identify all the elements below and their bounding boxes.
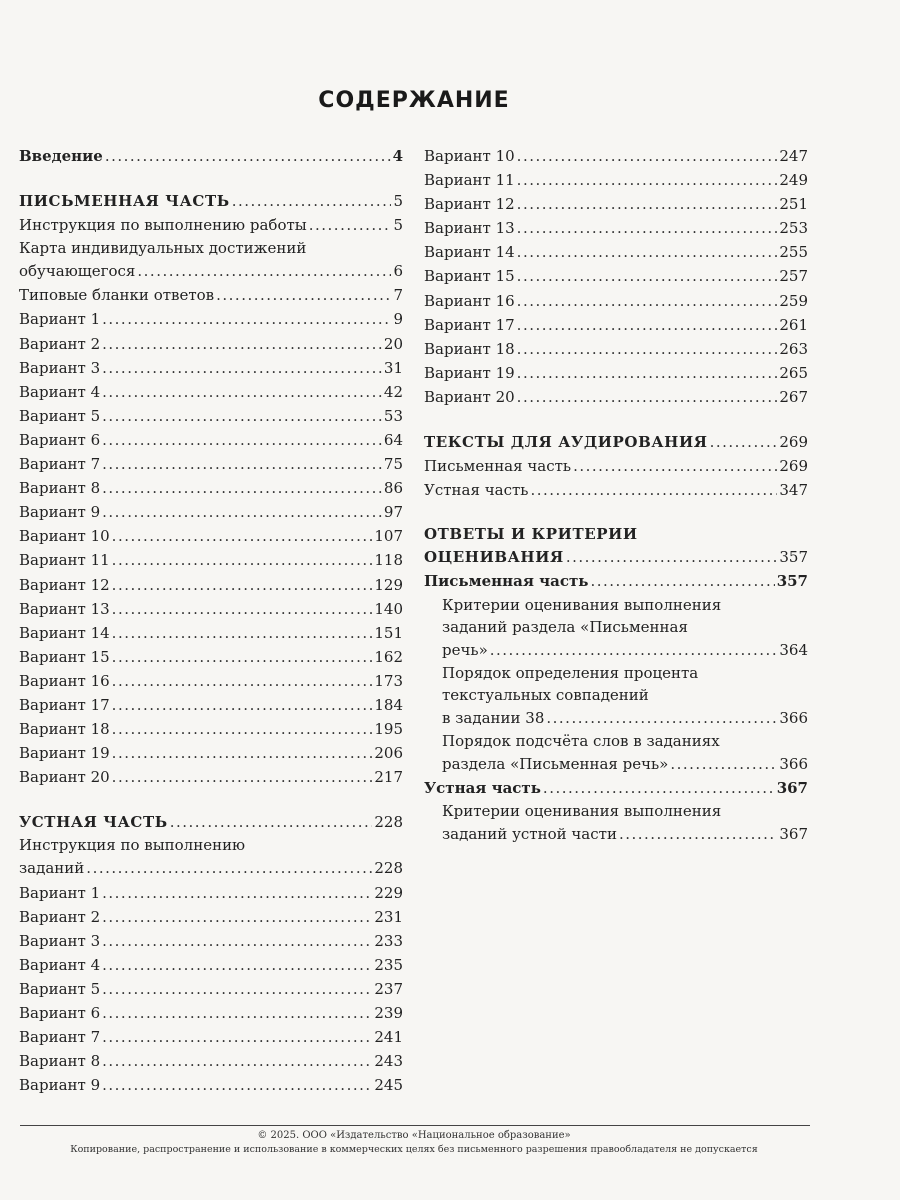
leader-dots — [112, 548, 373, 572]
leader-dots — [102, 428, 382, 452]
toc-entry-variant[interactable] — [19, 524, 403, 548]
toc-page-number: 7 — [393, 286, 403, 305]
toc-page-number: 195 — [374, 720, 403, 739]
toc-entry-label: Вариант 3 — [19, 358, 101, 377]
toc-entry-variant[interactable] — [19, 332, 403, 356]
spacer — [424, 502, 808, 523]
toc-page-number: 53 — [383, 406, 403, 425]
leader-dots — [102, 881, 372, 905]
toc-page-number: 64 — [383, 430, 403, 449]
toc-entry-variant[interactable] — [19, 881, 403, 905]
leader-dots — [543, 776, 775, 800]
toc-entry-label: Инструкция по выполнению работы — [19, 216, 307, 235]
toc-entry-label-line3: в задании 38 — [442, 708, 545, 727]
leader-dots — [216, 283, 391, 307]
leader-dots — [517, 192, 778, 216]
toc-entry-variant[interactable] — [19, 693, 403, 717]
toc-entry-label: Вариант 6 — [19, 430, 101, 449]
toc-entry-label-line2: заданий раздела «Письменная — [442, 617, 688, 636]
toc-entry-variant[interactable] — [19, 1025, 403, 1049]
toc-entry-variant[interactable] — [424, 361, 808, 385]
toc-entry-label: Вариант 15 — [424, 267, 515, 286]
toc-page-number: 247 — [779, 147, 808, 165]
leader-dots — [590, 569, 774, 593]
toc-entry-variant[interactable] — [19, 404, 403, 428]
toc-entry-label: Вариант 9 — [19, 503, 101, 522]
toc-page-number: 6 — [393, 262, 403, 281]
toc-page-number: 31 — [383, 358, 403, 377]
toc-entry-label-line1: Критерии оценивания выполнения — [442, 595, 722, 614]
leader-dots — [517, 264, 778, 288]
toc-entry-variant[interactable] — [19, 1073, 403, 1097]
toc-entry-label: Вариант 15 — [19, 647, 110, 666]
toc-entry-written-instruction[interactable] — [19, 213, 403, 237]
toc-entry-variant[interactable] — [424, 337, 808, 361]
toc-entry-label: Вариант 8 — [19, 1052, 101, 1071]
toc-page-number: 184 — [374, 695, 403, 714]
leader-dots — [517, 361, 778, 385]
leader-dots — [517, 313, 778, 337]
toc-section-label-line2: ОЦЕНИВАНИЯ — [424, 548, 564, 567]
toc-page-number: 107 — [374, 527, 403, 546]
toc-entry-variant[interactable] — [19, 573, 403, 597]
leader-dots — [517, 385, 778, 409]
toc-entry-label: Вариант 12 — [19, 575, 110, 594]
toc-page-number: 231 — [374, 907, 403, 926]
leader-dots — [112, 669, 373, 693]
toc-entry-matching-percent[interactable] — [424, 662, 808, 730]
toc-entry-label: Устная часть — [424, 481, 529, 500]
toc-entry-label: Вариант 10 — [19, 527, 110, 546]
leader-dots — [670, 752, 777, 776]
leader-dots — [112, 573, 373, 597]
toc-entry-label: Вариант 19 — [19, 744, 110, 763]
toc-entry-word-count[interactable] — [424, 730, 808, 776]
toc-entry-label-line2: обучающегося — [19, 262, 136, 281]
leader-dots — [86, 856, 372, 880]
toc-entry-label: Вариант 14 — [424, 243, 515, 262]
toc-entry-label: Вариант 1 — [19, 310, 101, 329]
toc-entry-label-line1: Порядок подсчёта слов в заданиях — [442, 731, 720, 750]
toc-page-number: 251 — [779, 195, 808, 214]
toc-page-number: 162 — [374, 647, 403, 666]
toc-page-number: 253 — [779, 219, 808, 238]
toc-entry-variant[interactable] — [424, 192, 808, 216]
leader-dots — [102, 977, 372, 1001]
toc-entry-variant[interactable] — [19, 1001, 403, 1025]
toc-page-number: 129 — [374, 575, 403, 594]
toc-entry-label: Вариант 17 — [19, 695, 110, 714]
toc-page-number: 237 — [374, 979, 403, 998]
toc-oral-variants-left — [19, 881, 403, 1098]
footer-copyright: © 2025. ООО «Издательство «Национальное образование» — [257, 1130, 571, 1141]
toc-page-number: 257 — [779, 267, 808, 286]
leader-dots — [517, 337, 778, 361]
leader-dots — [112, 597, 373, 621]
toc-page-number: 249 — [779, 171, 808, 190]
toc-entry-answer-forms[interactable] — [19, 283, 403, 307]
toc-entry-label: Типовые бланки ответов — [19, 286, 215, 305]
toc-entry-variant[interactable] — [19, 548, 403, 572]
toc-page-number: 263 — [779, 339, 808, 358]
toc-page-number: 241 — [374, 1028, 403, 1047]
footer-notice: Копирование, распространение и использование в коммерческих целях без письменного разрешения правообладателя не допускается — [70, 1144, 758, 1155]
toc-page-number: 228 — [374, 813, 403, 832]
toc-entry-variant[interactable] — [424, 385, 808, 409]
toc-entry-label: Вариант 3 — [19, 931, 101, 950]
toc-entry-variant[interactable] — [424, 240, 808, 264]
toc-entry-variant[interactable] — [19, 929, 403, 953]
toc-entry-label-line1: Критерии оценивания выполнения — [442, 801, 722, 820]
toc-entry-variant[interactable] — [19, 356, 403, 380]
leader-dots — [573, 454, 777, 478]
toc-entry-variant[interactable] — [19, 597, 403, 621]
toc-entry-label-line1: Карта индивидуальных достижений — [19, 239, 307, 258]
toc-entry-label: Письменная часть — [424, 572, 589, 591]
leader-dots — [170, 810, 373, 834]
toc-entry-label: Письменная часть — [424, 457, 572, 476]
toc-entry-label: Устная часть — [424, 778, 541, 797]
toc-entry-last-line — [424, 638, 808, 662]
toc-entry-label: Вариант 4 — [19, 382, 101, 401]
leader-dots — [517, 216, 778, 240]
toc-entry-label: Введение — [19, 147, 103, 165]
toc-page-number: 151 — [374, 623, 403, 642]
toc-page-number: 20 — [383, 334, 403, 353]
page-title: СОДЕРЖАНИЕ — [318, 88, 510, 113]
leader-dots — [112, 765, 373, 789]
toc-entry-variant[interactable] — [424, 216, 808, 240]
toc-page-number: 42 — [383, 382, 403, 401]
toc-entry-label: Вариант 4 — [19, 955, 101, 974]
toc-page-number: 9 — [393, 310, 403, 329]
toc-entry-label-line2: текстуальных совпадений — [442, 685, 649, 704]
toc-page-number: 173 — [374, 671, 403, 690]
toc-written-variants — [19, 307, 403, 789]
toc-entry-label: Вариант 2 — [19, 334, 101, 353]
toc-right-column — [424, 144, 808, 846]
toc-entry-achievement-card[interactable] — [19, 237, 403, 283]
toc-entry-variant[interactable] — [19, 500, 403, 524]
leader-dots — [102, 332, 382, 356]
toc-page-number: 235 — [374, 955, 403, 974]
leader-dots — [102, 356, 382, 380]
toc-entry-label-line3: речь» — [442, 640, 488, 659]
toc-section-label: ПИСЬМЕННАЯ ЧАСТЬ — [19, 192, 230, 211]
toc-page-number: 347 — [779, 481, 808, 500]
leader-dots — [102, 500, 382, 524]
toc-entry-answers-written[interactable] — [424, 569, 808, 593]
toc-page-number: 364 — [779, 640, 808, 659]
toc-entry-label: Вариант 13 — [424, 219, 515, 238]
toc-entry-label: Вариант 18 — [19, 720, 110, 739]
toc-entry-label: Вариант 20 — [19, 768, 110, 787]
toc-entry-variant[interactable] — [19, 307, 403, 331]
toc-entry-variant[interactable] — [424, 264, 808, 288]
leader-dots — [232, 189, 392, 213]
toc-page-number: 228 — [374, 859, 403, 878]
toc-entry-variant[interactable] — [424, 289, 808, 313]
toc-entry-criteria-written[interactable] — [424, 594, 808, 662]
toc-entry-variant[interactable] — [19, 621, 403, 645]
leader-dots — [112, 645, 373, 669]
toc-entry-criteria-oral[interactable] — [424, 800, 808, 846]
toc-page-number: 118 — [374, 551, 403, 570]
leader-dots — [102, 953, 372, 977]
toc-entry-listening-oral[interactable] — [424, 478, 808, 502]
toc-page-number: 5 — [393, 192, 403, 211]
toc-section-last-line — [424, 545, 808, 569]
toc-page-number: 140 — [374, 599, 403, 618]
toc-left-column — [19, 144, 403, 1097]
toc-section-oral[interactable] — [19, 810, 403, 834]
leader-dots — [102, 1025, 372, 1049]
toc-entry-label-line2: заданий устной части — [442, 824, 617, 843]
toc-section-label-line1: ОТВЕТЫ И КРИТЕРИИ — [424, 525, 638, 544]
toc-entry-variant[interactable] — [19, 765, 403, 789]
leader-dots — [566, 545, 778, 569]
leader-dots — [102, 452, 382, 476]
toc-entry-label: Вариант 10 — [424, 147, 515, 165]
leader-dots — [530, 478, 777, 502]
toc-entry-label-line1: Инструкция по выполнению — [19, 836, 246, 855]
toc-page-number: 366 — [779, 708, 808, 727]
leader-dots — [102, 1049, 372, 1073]
toc-entry-label: Вариант 5 — [19, 406, 101, 425]
toc-entry-variant[interactable] — [424, 144, 808, 168]
leader-dots — [112, 524, 373, 548]
toc-entry-label: Вариант 7 — [19, 455, 101, 474]
toc-entry-last-line — [19, 259, 403, 283]
toc-page-number: 239 — [374, 1004, 403, 1022]
toc-entry-label: Вариант 18 — [424, 339, 515, 358]
toc-page-number: 229 — [374, 883, 403, 902]
toc-entry-label-line2: раздела «Письменная речь» — [442, 754, 669, 773]
spacer — [424, 409, 808, 430]
spacer — [19, 168, 403, 189]
leader-dots — [112, 621, 373, 645]
toc-entry-label: Вариант 2 — [19, 907, 101, 926]
toc-page-number: 261 — [779, 315, 808, 334]
toc-oral-variants-right — [424, 144, 808, 409]
toc-entry-label-line1: Порядок определения процента — [442, 663, 699, 682]
toc-page-number: 259 — [779, 291, 808, 310]
leader-dots — [102, 476, 382, 500]
toc-entry-label-line2: заданий — [19, 859, 85, 878]
leader-dots — [517, 168, 778, 192]
toc-entry-last-line — [424, 822, 808, 846]
toc-entry-label: Вариант 5 — [19, 979, 101, 998]
toc-entry-oral-instruction[interactable] — [19, 834, 403, 880]
toc-page-number: 206 — [374, 744, 403, 763]
toc-entry-label: Вариант 20 — [424, 387, 515, 406]
toc-entry-variant[interactable] — [19, 669, 403, 693]
toc-entry-variant[interactable] — [19, 741, 403, 765]
toc-entry-variant[interactable] — [424, 313, 808, 337]
toc-page-number: 86 — [383, 479, 403, 498]
toc-entry-variant[interactable] — [19, 452, 403, 476]
toc-section-written[interactable] — [19, 189, 403, 213]
toc-page-number: 367 — [779, 824, 808, 843]
leader-dots — [102, 380, 382, 404]
toc-page-number: 357 — [779, 548, 808, 567]
toc-entry-variant[interactable] — [19, 717, 403, 741]
leader-dots — [102, 1001, 372, 1025]
toc-entry-label: Вариант 1 — [19, 883, 101, 902]
toc-page-number: 366 — [779, 754, 808, 773]
leader-dots — [105, 144, 391, 168]
toc-entry-last-line — [424, 752, 808, 776]
toc-entry-label: Вариант 7 — [19, 1028, 101, 1047]
toc-entry-label: Вариант 8 — [19, 479, 101, 498]
leader-dots — [517, 289, 778, 313]
leader-dots — [102, 1073, 372, 1097]
leader-dots — [102, 404, 382, 428]
toc-entry-listening-written[interactable] — [424, 454, 808, 478]
toc-entry-label: Вариант 16 — [19, 671, 110, 690]
leader-dots — [490, 638, 778, 662]
toc-page-number: 269 — [779, 433, 808, 452]
toc-entry-variant[interactable] — [19, 905, 403, 929]
toc-page-number: 357 — [776, 572, 808, 591]
leader-dots — [710, 430, 778, 454]
toc-entry-last-line — [19, 856, 403, 880]
toc-entry-variant[interactable] — [19, 476, 403, 500]
toc-entry-label: Вариант 9 — [19, 1076, 101, 1095]
leader-dots — [619, 822, 777, 846]
toc-entry-variant[interactable] — [19, 645, 403, 669]
toc-entry-variant[interactable] — [19, 428, 403, 452]
toc-entry-label: Вариант 6 — [19, 1004, 101, 1022]
toc-page-number: 267 — [779, 387, 808, 406]
toc-entry-last-line — [424, 706, 808, 730]
toc-entry-label: Вариант 11 — [424, 171, 515, 190]
toc-entry-variant[interactable] — [19, 1049, 403, 1073]
toc-entry-label: Вариант 13 — [19, 599, 110, 618]
leader-dots — [309, 213, 392, 237]
spacer — [19, 789, 403, 810]
leader-dots — [102, 905, 372, 929]
toc-page-number: 265 — [779, 363, 808, 382]
leader-dots — [112, 741, 373, 765]
toc-page-number: 233 — [374, 931, 403, 950]
toc-page-number: 245 — [374, 1076, 403, 1095]
toc-entry-variant[interactable] — [19, 953, 403, 977]
toc-page-number: 4 — [392, 147, 403, 165]
toc-page-number: 243 — [374, 1052, 403, 1071]
leader-dots — [112, 717, 373, 741]
toc-section-label: ТЕКСТЫ ДЛЯ АУДИРОВАНИЯ — [424, 433, 708, 452]
toc-page-number: 75 — [383, 455, 403, 474]
toc-page-number: 255 — [779, 243, 808, 262]
toc-page-number: 217 — [374, 768, 403, 787]
toc-page-number: 367 — [776, 778, 808, 797]
leader-dots — [102, 929, 372, 953]
footer-divider — [20, 1125, 810, 1126]
toc-page-number: 5 — [393, 216, 403, 235]
toc-section-answers[interactable] — [424, 523, 808, 569]
toc-entry-label: Вариант 11 — [19, 551, 110, 570]
toc-page-number: 97 — [383, 503, 403, 522]
toc-entry-intro[interactable] — [19, 144, 403, 168]
leader-dots — [137, 259, 391, 283]
toc-entry-variant[interactable] — [424, 168, 808, 192]
toc-section-label: УСТНАЯ ЧАСТЬ — [19, 813, 168, 832]
toc-entry-label: Вариант 19 — [424, 363, 515, 382]
toc-entry-variant[interactable] — [19, 380, 403, 404]
toc-page-number: 269 — [779, 457, 808, 476]
leader-dots — [546, 706, 777, 730]
toc-entry-label: Вариант 16 — [424, 291, 515, 310]
toc-entry-label: Вариант 17 — [424, 315, 515, 334]
toc-entry-variant[interactable] — [19, 977, 403, 1001]
leader-dots — [102, 307, 391, 331]
toc-entry-label: Вариант 14 — [19, 623, 110, 642]
leader-dots — [517, 240, 778, 264]
toc-entry-label: Вариант 12 — [424, 195, 515, 214]
leader-dots — [112, 693, 373, 717]
leader-dots — [517, 144, 778, 168]
toc-section-listening[interactable] — [424, 430, 808, 454]
toc-entry-answers-oral[interactable] — [424, 776, 808, 800]
